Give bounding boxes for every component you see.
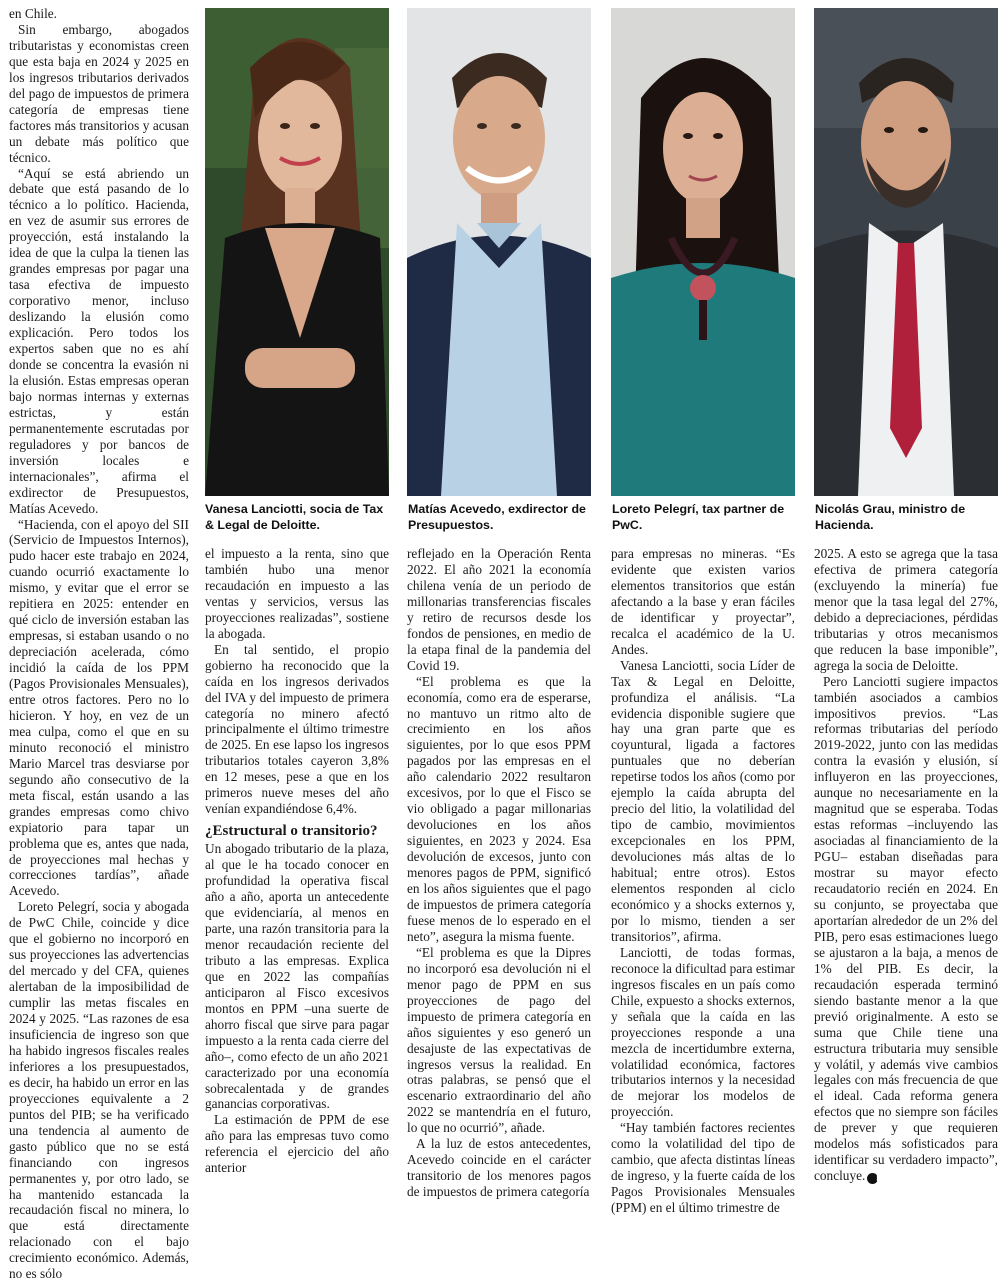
paragraph: para empresas no mineras. “Es evidente que existen varios elementos transitorios que están afectando a la base y eran fáciles de identificar y proyectar”, recalca el académico de la U. Andes. <box>611 546 795 657</box>
portrait-photo-pelegri <box>611 8 795 496</box>
paragraph: 2025. A esto se agrega que la tasa efectiva de primera categoría (excluyendo la minería) fue menor que la tasa legal del 27%, debido a depreciaciones, pérdidas tributarias y otros mecanismos que reducen la base imponible”, agrega la socia de Deloitte. <box>814 546 998 673</box>
paragraph: “El problema es que la Dipres no incorporó esa devolución ni el menor pago de PPM en sus proyecciones de pago del impuesto de primera categoría en años siguientes y eso generó un desajuste de las expectativas de ingresos versus la realidad. En otras palabras, se pensó que el escenario extraordinario del año 2022 se mantendría en el futuro, lo que no ocurrió”, añade. <box>407 944 591 1136</box>
article-column-5 <box>814 546 998 1184</box>
paragraph: Pero Lanciotti sugiere impactos también asociados a cambios impositivos previos. “Las reformas tributarias del período 2019-2022, junto con las medidas contra la evasión y elusión, sí influyeron en las proyecciones, aunque no necesariamente en la magnitud que se esperaba. Todas estas reformas –incluyendo las asociadas al financiamiento de la PGU– estaban diseñadas para mostrar su mayor efecto recaudatorio recién en 2024. En su conjunto, se proyectaba que aportarían alrededor de un 2% del PIB, pero esas estimaciones luego se ajustaron a la baja, a menos de 1% del PIB. Es decir, la recaudación esperada terminó siendo bastante menor a la que previó originalmente. A esto se suma que Chile tiene una estructura tributaria muy sensible y volátil, y además vive cambios legales con más frecuencia de que el ideal. Cada reforma genera efectos que no siempre son fáciles de prever y que requieren modelos más sofisticados para identificar su verdadero impacto”, concluye. P <box>814 673 998 1184</box>
portrait-photo-grau <box>814 8 998 496</box>
paragraph: el impuesto a la renta, sino que también hubo una menor recaudación en impuesto a las ventas y servicios, versus las proyecciones realizadas”, sostiene la abogada. <box>205 546 389 641</box>
paragraph: Vanesa Lanciotti, socia Líder de Tax & Legal en Deloitte, profundiza el análisis. “La evidencia disponible sugiere que hay una gran parte que es coyuntural, ligada a factores puntuales que no deberían repetirse todos los años (como por ejemplo la caída abrupta del precio del litio, la volatilidad del tipo de cambio, movimientos excepcionales en los PPM, devoluciones más altas de lo habitual; entre otros). Estos elementos responden al ciclo económico y a shocks externos y, por lo mismo, tienden a ser transitorios”, afirma. <box>611 657 795 944</box>
end-of-article-icon: P <box>867 1173 878 1184</box>
article-column-3 <box>407 546 591 1200</box>
portrait-acevedo-image <box>407 8 591 496</box>
paragraph: A la luz de estos antecedentes, Acevedo coincide en el carácter transitorio de los menores pagos de impuestos de primera categoría <box>407 1136 591 1200</box>
paragraph: La estimación de PPM de ese año para las empresas tuvo como referencia el ejercicio del año anterior <box>205 1112 389 1176</box>
paragraph: “Hacienda, con el apoyo del SII (Servicio de Impuestos Internos), pudo hacer este trabajo en 2024, cuando ocurrió exactamente lo mismo, y evitar que el error se repitiera en 2025: entender en qué ciclo de inversión estaban las empresas, si estaban usando o no depreciación acelerada, cómo incidió la caída de los PPM (Pagos Provisionales Mensuales), entre otros factores. Pero no lo hicieron. Y hoy, en vez de un mea culpa, como el que en su minuto reconoció el ministro Mario Marcel tras desviarse por segundo año consecutivo de la meta fiscal, están usando a las grandes empresas como chivo expiatorio para tapar un problema que es, antes que nada, de proyecciones mal hechas y correcciones tardías”, añade Acevedo. <box>9 516 189 899</box>
portrait-lanciotti-image <box>205 8 389 496</box>
section-heading: ¿Estructural o transitorio? <box>205 823 378 840</box>
photo-caption-acevedo: Matías Acevedo, exdirector de Presupuestos. <box>408 502 586 532</box>
paragraph: En tal sentido, el propio gobierno ha reconocido que la caída en los ingresos derivados del IVA y del impuesto de primera categoría no minero afectó principalmente el último trimestre de 2025. En ese lapso los ingresos tributarios totales cayeron 3,8% en 12 meses, pese a que en los primeros nueve meses del año venían expandiéndose 6,4%. <box>205 641 389 817</box>
photo-caption-pelegri: Loreto Pelegrí, tax partner de PwC. <box>612 502 785 532</box>
article-column-4 <box>611 546 795 1216</box>
article-column-1 <box>9 6 189 1282</box>
portrait-photo-acevedo <box>407 8 591 496</box>
paragraph: Sin embargo, abogados tributaristas y economistas creen que esta baja en 2024 y 2025 en los ingresos tributarios derivados del pago de impuestos de primera categoría de empresas tiene factores más transitorios y acusan un debate más político que técnico. <box>9 21 189 165</box>
paragraph: “Hay también factores recientes como la volatilidad del tipo de cambio, que afecta distintas líneas de ingreso, y la fuerte caída de los Pagos Provisionales Mensuales (PPM) en el último trimestre de <box>611 1120 795 1216</box>
paragraph: Loreto Pelegrí, socia y abogada de PwC Chile, coincide y dice que el gobierno no incorporó en sus proyecciones las advertencias del mercado y del CFA, quienes alertaban de la imposibilidad de cumplir las metas fiscales en 2024 y 2025. “Las razones de esa insuficiencia de ingreso son que ha habido ingresos fiscales reales inferiores a los presupuestados, es decir, ha habido un error en las proyecciones equivalente a 2 puntos del PIB; se ha verificado una tendencia al aumento de gasto público que no se está financiando con ingresos permanentes y, por otro lado, se ha mantenido estancada la recaudación fiscal no minera, lo que está directamente relacionado con el bajo crecimiento económico. Además, no es sólo <box>9 899 189 1282</box>
paragraph: reflejado en la Operación Renta 2022. El año 2021 la economía chilena venía de un periodo de millonarias transferencias fiscales y retiro de recursos desde los fondos de pensiones, en medio de la etapa final de la pandemia del Covid 19. <box>407 546 591 673</box>
paragraph: Lanciotti, de todas formas, reconoce la dificultad para estimar ingresos fiscales en un país como Chile, expuesto a shocks externos, y señala que la caída en las proyecciones responde a una mezcla de incertidumbre externa, volatilidad económica, factores tributarios internos y la necesidad de mejorar los modelos de proyección. <box>611 944 795 1120</box>
paragraph: “Aquí se está abriendo un debate que está pasando de lo técnico a lo político. Hacienda, en vez de asumir sus errores de proyección, está instalando la idea de que la culpa la tienen las grandes empresas por pagar una tasa efectiva de impuesto corporativo menor, incluso deslizando la elusión como explicación. Pero todos los expertos saben que no es ahí donde se concentra la evasión ni la elusión. Estas empresas operan bajo normas internas y externas estrictas, y están permanentemente escrutadas por reguladores y por bancos de inversión locales e internacionales”, afirma el exdirector de Presupuestos, Matías Acevedo. <box>9 165 189 516</box>
article-column-2 <box>205 546 389 1176</box>
paragraph: “El problema es que la economía, como era de esperarse, no mantuvo un ritmo alto de crecimiento en los años siguientes, por lo que esos PPM pagados por las empresas en el año calendario 2022 resultaron excesivos, por lo que el Fisco se vio obligado a pagar millonarias devoluciones en los años siguientes, en 2023 y 2024. Esa devolución de excesos, junto con menores pagos de PPM, significó en los años siguientes que el pago de impuestos de primera categoría fuese menos de lo esperado en el neto”, asegura la misma fuente. <box>407 673 591 944</box>
portrait-photo-lanciotti <box>205 8 389 496</box>
paragraph: en Chile. <box>9 6 58 21</box>
portrait-pelegri-image <box>611 8 795 496</box>
photo-caption-lanciotti: Vanesa Lanciotti, socia de Tax & Legal de Deloitte. <box>205 502 384 532</box>
photo-caption-grau: Nicolás Grau, ministro de Hacienda. <box>815 502 966 532</box>
portrait-grau-image <box>814 8 998 496</box>
paragraph: Un abogado tributario de la plaza, al que le ha tocado conocer en profundidad la operativa fiscal año a año, aporta un antecedente que evidenciaría, al menos en parte, una razón transitoria para la menor recaudación reciente del tributo a las empresas. Explica que en 2022 las compañías anticiparon al Fisco excesivos montos en PPM –una suerte de ahorro fiscal que sirve para pagar impuesto a la renta cada cierre del año–, como efecto de un año 2021 caracterizado por una economía sobrecalentada y de grandes ganancias corporativas. <box>205 841 389 1112</box>
